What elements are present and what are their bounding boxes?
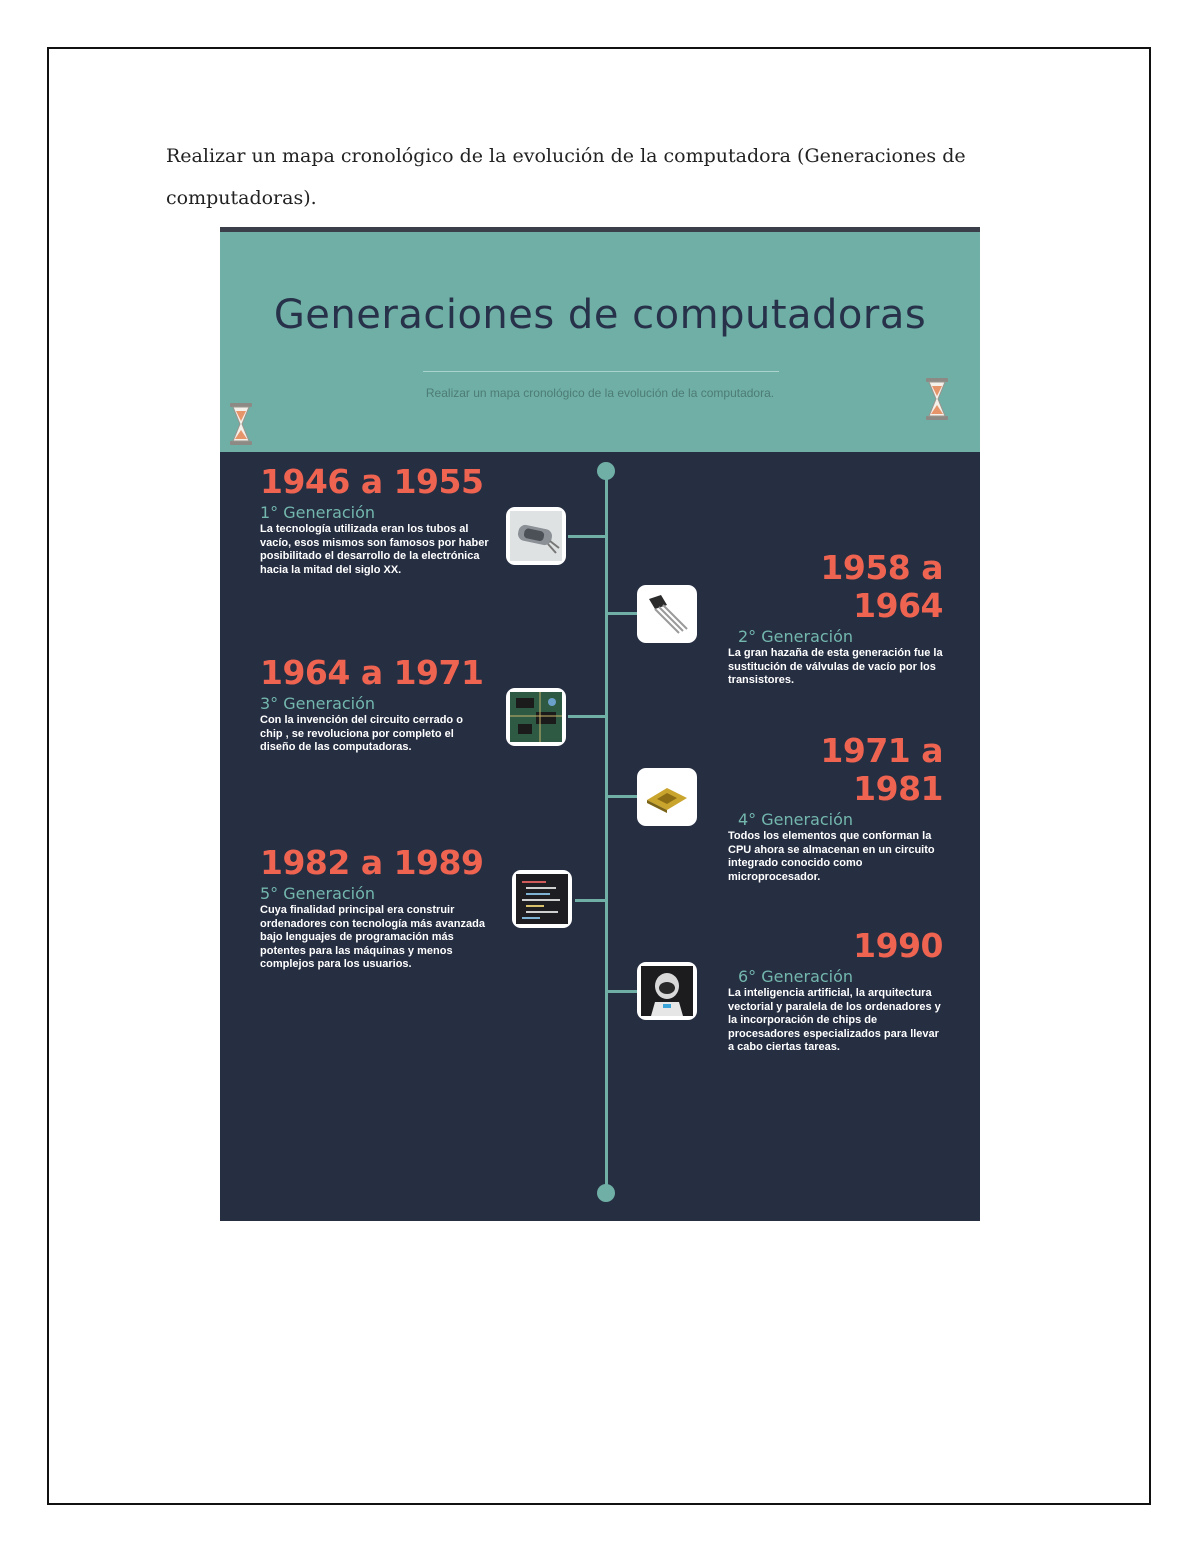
entry-generation: 6° Generación — [738, 967, 854, 986]
timeline-branch — [607, 990, 639, 993]
entry-description: La inteligencia artificial, la arquitectura vectorial y paralela de los ordenadores y la incorporación de chips de procesadores especializados para llevar a cabo ciertas tareas. — [728, 987, 941, 1053]
entry-generation: 4° Generación — [738, 810, 854, 829]
hourglass-icon — [924, 377, 950, 421]
entry-years: 1971 a 1981 — [820, 731, 943, 808]
circuit-board-image — [506, 688, 566, 746]
entry-description: Cuya finalidad principal era construir ordenadores con tecnología más avanzada bajo lenguajes de programación más potentes para las máquinas y menos complejos para los usuarios. — [260, 904, 485, 970]
timeline-branch — [568, 535, 606, 538]
entry-generation: 5° Generación — [260, 884, 376, 903]
timeline-line — [605, 472, 608, 1192]
instruction-text: Realizar un mapa cronológico de la evolución de la computadora (Generaciones de computadoras). — [166, 145, 966, 209]
infographic-header — [220, 232, 980, 452]
timeline-start-dot — [597, 462, 615, 480]
infographic-subtitle: Realizar un mapa cronológico de la evolución de la computadora. — [425, 386, 775, 400]
code-screen-image — [512, 870, 572, 928]
entry-years: 1946 a 1955 — [260, 462, 484, 501]
vacuum-tube-image — [506, 507, 566, 565]
timeline-end-dot — [597, 1184, 615, 1202]
timeline-branch — [607, 795, 639, 798]
timeline-entry — [260, 654, 485, 755]
microprocessor-image — [637, 768, 697, 826]
timeline-entry — [728, 927, 943, 1055]
transistor-image — [637, 585, 697, 643]
timeline-entry — [728, 732, 943, 884]
robot-image — [637, 962, 697, 1020]
entry-description: Con la invención del circuito cerrado o chip , se revoluciona por completo el diseño de las computadoras. — [260, 714, 463, 753]
timeline-entry — [260, 463, 500, 577]
entry-description: La tecnología utilizada eran los tubos al vacío, esos mismos son famosos por haber posibilitado el desarrollo de la electrónica hacia la mitad del siglo XX. — [260, 523, 489, 576]
infographic-title: Generaciones de computadoras — [273, 292, 927, 338]
header-divider — [423, 371, 779, 372]
entry-years: 1964 a 1971 — [260, 653, 484, 692]
entry-years: 1982 a 1989 — [260, 843, 484, 882]
entry-description: La gran hazaña de esta generación fue la sustitución de válvulas de vacío por los transistores. — [728, 647, 943, 686]
timeline-entry — [260, 844, 485, 972]
entry-years: 1990 — [853, 926, 943, 965]
timeline-entry — [728, 549, 943, 688]
entry-generation: 3° Generación — [260, 694, 376, 713]
entry-years: 1958 a 1964 — [820, 548, 943, 625]
timeline-branch — [575, 899, 606, 902]
timeline-branch — [568, 715, 606, 718]
timeline-branch — [607, 612, 639, 615]
entry-description: Todos los elementos que conforman la CPU ahora se almacenan en un circuito integrado conocido como microprocesador. — [728, 830, 935, 883]
entry-generation: 2° Generación — [738, 627, 854, 646]
hourglass-icon — [228, 402, 254, 446]
entry-generation: 1° Generación — [260, 503, 376, 522]
infographic — [220, 227, 980, 1221]
